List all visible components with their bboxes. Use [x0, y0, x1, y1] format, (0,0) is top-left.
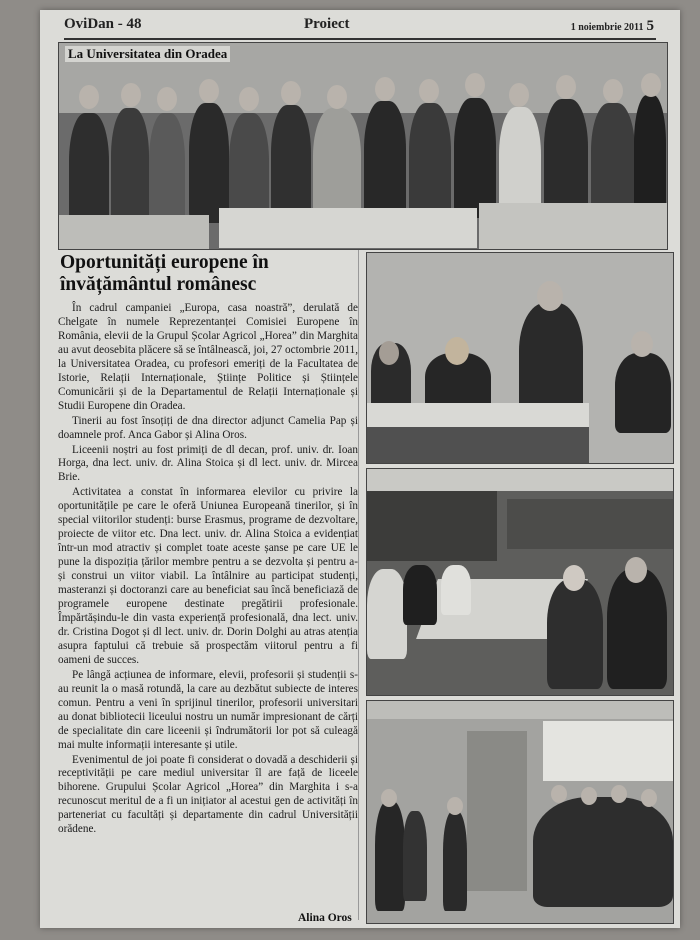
article-body	[58, 302, 358, 838]
top-group-photo	[58, 42, 668, 250]
library-photo	[366, 468, 674, 696]
article-title: Oportunități europene în învățământul românesc	[60, 252, 269, 295]
page-header	[64, 16, 654, 36]
section-name: Proiect	[304, 16, 350, 32]
paragraph: Pe lângă acțiunea de informare, elevii, profesorii și studenții s-au reunit la o masă rotundă, la care au dezbătut subiecte de interes comun. Pentru a veni în sprijinul tinerilor, profesorii universitari au donat bibliotecii liceului nostru un număr impresionant de cărți de specialitate din care liceenii și îndrumătorii lor pot să culeagă mai multe informații interesante și utile.	[58, 668, 358, 751]
paragraph: În cadrul campaniei „Europa, casa noastră”, derulată de Chelgate în numele Reprezentanței Comisiei Europene în România, elevii de la Grupul Școlar Agricol „Horea” din Marghita au avut deosebita plăcere să se întâlnească, joi, 27 octombrie 2011, la Universitatea Oradea, cu profesori emeriți de la Facultatea de Istorie, Relații Internaționale, Științe Politice și Științele Comunicării și de la Departamentul de Relații Internaționale și Studii Europene din Oradea.	[58, 302, 358, 412]
speakers-photo	[366, 252, 674, 464]
paragraph: Liceenii noștri au fost primiți de dl decan, prof. univ. dr. Ioan Horga, dna lect. univ. dr. Alina Stoica și dl lect. univ. dr. Mircea Brie.	[58, 443, 358, 484]
hall-group-photo	[366, 700, 674, 924]
paragraph: Activitatea a constat în informarea elevilor cu privire la oportunitățile pe care le oferă Uniunea Europeană tinerilor, și în special viitorilor studenți: burse Erasmus, programe de dezvoltare, proiecte de viitor etc. Dna lect. univ. dr. Alina Stoica a evidențiat într-un mod atractiv și complet toate aceste șanse pe care UE le pune la dispoziția țărilor membre pentru a se dezvolta și pentru a-și construi un viitor viabil. La întâlnire au participat studenți, masteranzi și doctoranzi care au beneficiat sau încă beneficiază de programele europene destinate pregătirii profesionale. Împărtășindu-le din vasta experiență profesională, dna lect. univ. dr. Cristina Dogot și dl lect. univ. dr. Dorin Dolghi au atras atenția asupra faptului că trebuie să prospectăm viitorul pentru a fi oameni de succes.	[58, 486, 358, 666]
article-author: Alina Oros	[298, 912, 352, 924]
paragraph: Tinerii au fost însoțiți de dna director adjunct Camelia Pap și doamnele prof. Anca Gabor și Alina Oros.	[58, 414, 358, 441]
publication-name: OviDan - 48	[64, 16, 142, 32]
issue-date: 1 noiembrie 2011 5	[570, 18, 654, 34]
newspaper-page	[40, 10, 680, 928]
page-number: 5	[646, 18, 654, 34]
header-rule	[64, 38, 656, 40]
paragraph: Evenimentul de joi poate fi considerat o dovadă a deschiderii și receptivității pe care mediul universitar îl are față de liceele bihorene. Grupului Școlar Agricol „Horea” din Marghita i s-a recunoscut meritul de a fi un inițiator al acestui gen de activități în parteneriat cu facultăți și departamente din cadrul Universității orădene.	[58, 753, 358, 836]
column-rule	[358, 250, 359, 920]
photo-caption: La Universitatea din Oradea	[65, 46, 230, 62]
